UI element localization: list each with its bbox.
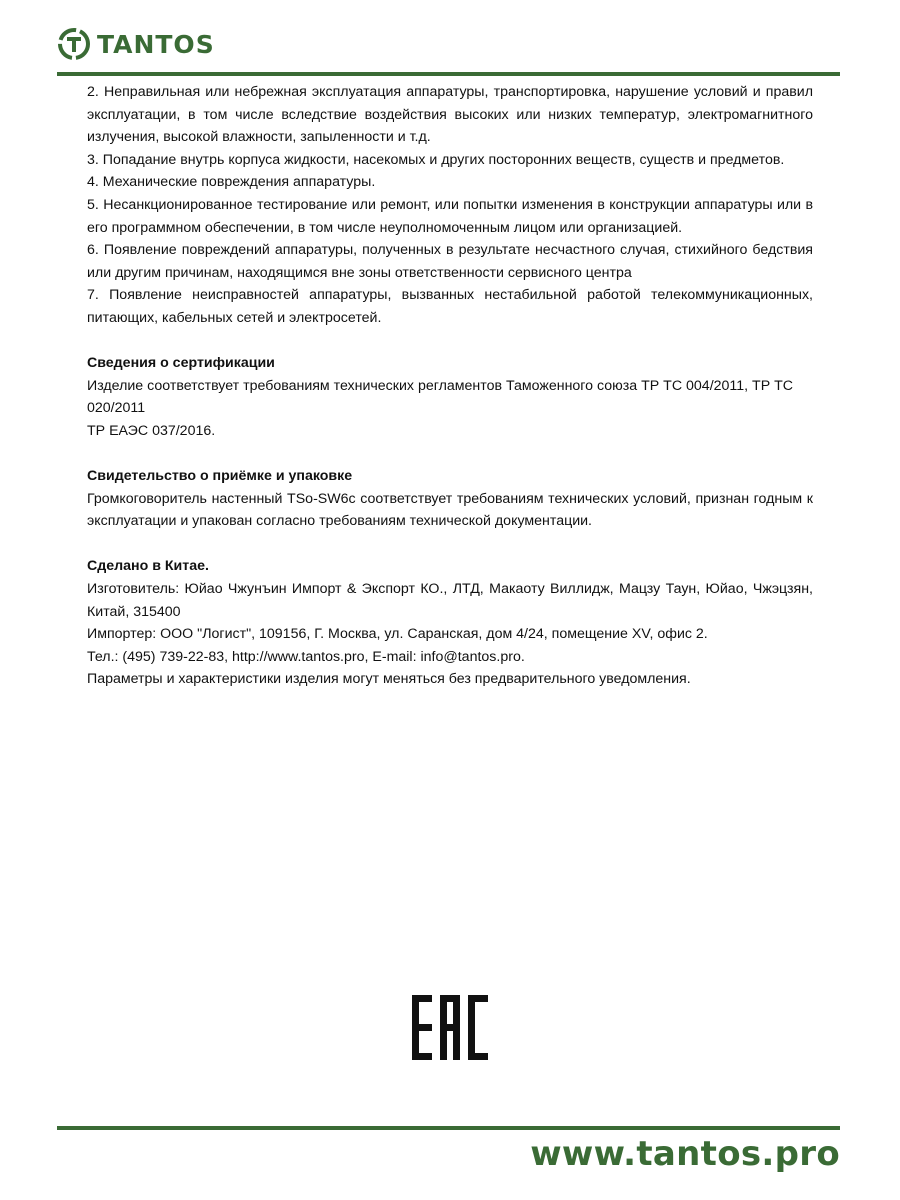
footer-website-link[interactable]: www.tantos.pro: [530, 1134, 840, 1174]
notice-text: Параметры и характеристики изделия могут меняться без предварительного уведомления.: [87, 671, 691, 688]
acceptance-title: Свидетельство о приёмке и упаковке: [87, 468, 353, 485]
list-item: 6. Появление повреждений аппаратуры, полученных в результате несчастного случая, стихийного бедствия или другим причинам, находящимся вне зоны ответственности сервисного центра: [87, 242, 813, 281]
logo-text: TANTOS: [97, 29, 215, 59]
tantos-logo-icon: [57, 27, 91, 61]
contacts-text: Тел.: (495) 739-22-83, http://www.tantos.pro, E-mail: info@tantos.pro.: [87, 648, 525, 665]
document-body: [87, 81, 813, 691]
list-item: 4. Механические повреждения аппаратуры.: [87, 174, 376, 191]
header-divider: [57, 72, 840, 76]
manufacturer-title: Сделано в Китае.: [87, 558, 209, 575]
header: [57, 24, 357, 64]
list-item: 5. Несанкционированное тестирование или ремонт, или попытки изменения в конструкции аппаратуры или в его программном обеспечении, в том числе неуполномоченным лицом или организацией.: [87, 196, 813, 236]
eac-mark-icon: [412, 995, 488, 1060]
certification-title: Сведения о сертификации: [87, 355, 275, 372]
list-item: 7. Появление неисправностей аппаратуры, вызванных нестабильной работой телекоммуникационных, питающих, кабельных сетей и электросетей.: [87, 287, 813, 326]
certification-text: Изделие соответствует требованиям технических регламентов Таможенного союза ТР ТС 004/2011, ТР ТС 020/2011: [87, 377, 794, 417]
list-item: 2. Неправильная или небрежная эксплуатация аппаратуры, транспортировка, нарушение условий и правил эксплуатации, в том числе вследствие воздействия высоких или низких температур, электромагнитного излучения, высокой влажности, запыленности и т.д.: [87, 84, 813, 146]
importer-text: Импортер: ООО "Логист", 109156, Г. Москва, ул. Саранская, дом 4/24, помещение XV, офис 2.: [87, 626, 708, 643]
manufacturer-text: Изготовитель: Юйао Чжунъин Импорт & Экспорт КО., ЛТД, Макаоту Виллидж, Мацзу Таун, Юйао, Чжэцзян, Китай, 315400: [87, 581, 813, 620]
certification-text-2: ТР ЕАЭС 037/2016.: [87, 422, 216, 439]
list-item: 3. Попадание внутрь корпуса жидкости, насекомых и других посторонних веществ, существ и предметов.: [87, 151, 785, 168]
acceptance-text: Громкоговоритель настенный TSo-SW6c соответствует требованиям технических условий, признан годным к эксплуатации и упакован согласно требованиям технической документации.: [87, 490, 813, 530]
footer-divider: [57, 1126, 840, 1130]
